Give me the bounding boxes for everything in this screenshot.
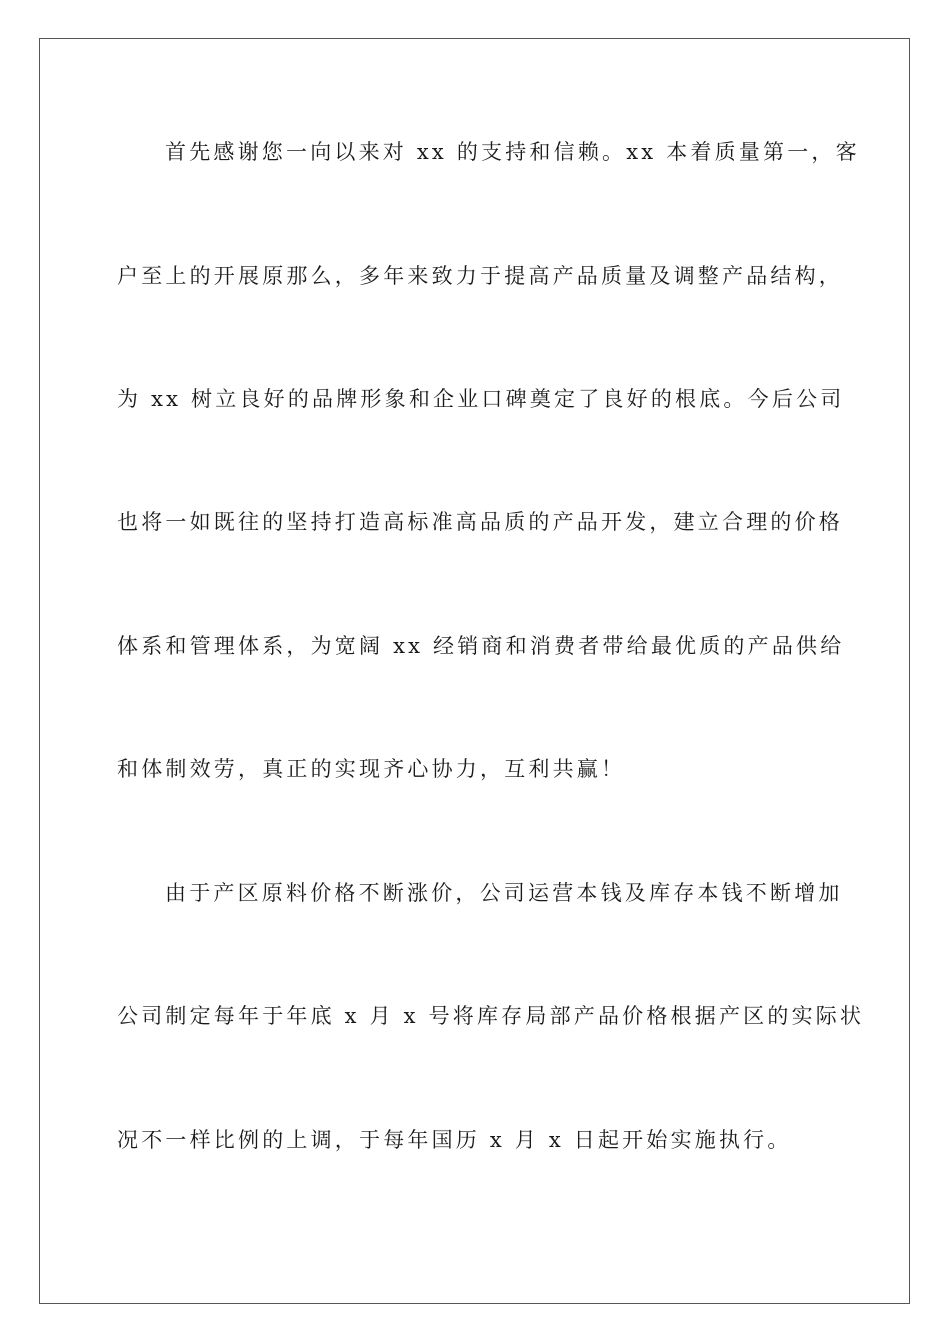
page-border: [39, 38, 910, 1304]
paragraph-line: 体系和管理体系，为宽阔 xx 经销商和消费者带给最优质的产品供给: [117, 634, 845, 658]
paragraph-line: 首先感谢您一向以来对 xx 的支持和信赖。xx 本着质量第一，客: [165, 140, 860, 164]
paragraph-line: 为 xx 树立良好的品牌形象和企业口碑奠定了良好的根底。今后公司: [117, 387, 845, 411]
paragraph-line: 和体制效劳，真正的实现齐心协力，互利共赢！: [117, 757, 626, 781]
paragraph-line: 也将一如既往的坚持打造高标准高品质的产品开发，建立合理的价格: [117, 510, 843, 534]
paragraph-line: 户至上的开展原那么，多年来致力于提高产品质量及调整产品结构，: [117, 264, 843, 288]
paragraph-line: 况不一样比例的上调，于每年国历 x 月 x 日起开始实施执行。: [117, 1128, 792, 1152]
paragraph-line: 由于产区原料价格不断涨价，公司运营本钱及库存本钱不断增加: [165, 881, 843, 905]
paragraph-line: 公司制定每年于年底 x 月 x 号将库存局部产品价格根据产区的实际状: [117, 1004, 865, 1028]
